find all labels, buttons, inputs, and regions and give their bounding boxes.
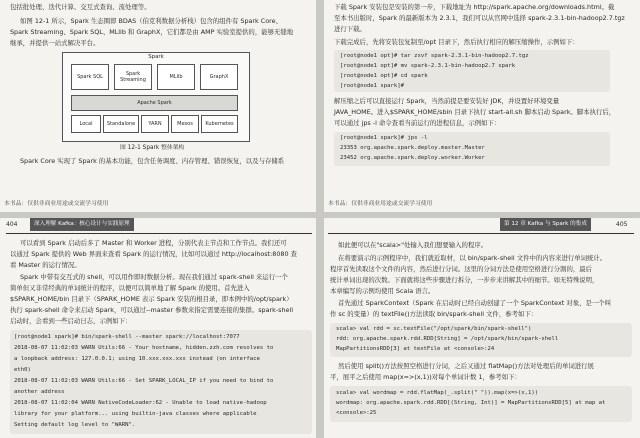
page-bottom-right bbox=[324, 218, 640, 438]
deploy-kubernetes: Kubernetes bbox=[201, 115, 238, 133]
code-block bbox=[10, 330, 312, 434]
code-line: [root@node1 spark]# bbox=[340, 83, 404, 89]
text-line: 执行 spark-shell 命令来启动 Spark，可以通过--master 参数来指定需要连接的集群。spark-shell bbox=[10, 306, 293, 314]
code-line: Setting default log level to "WARN". bbox=[14, 422, 136, 428]
text-line: Spark Streaming、Spark SQL、MLlib 和 GraphX，它们都是由 AMP 实验室提供的，能够无缝地 bbox=[10, 28, 294, 36]
code-line: [root@node1 spark]# bin/spark-shell --master spark://localhost:7077 bbox=[14, 334, 240, 340]
header-rule bbox=[328, 233, 634, 234]
deploy-mesos: Mesos bbox=[171, 115, 199, 133]
page-footer: 本书品：仅供非商业用途或交流学习使用 bbox=[328, 201, 433, 207]
deploy-standalone: Standalone bbox=[103, 115, 139, 133]
text-line: $SPARK_HOME/bin 目录下（SPARK_HOME 表示 Spark 安装的根目录，即本例中的/opt/spark） bbox=[10, 295, 293, 303]
code-line: 2018-08-07 11:02:03 WARN Utils:66 - Set SPARK_LOCAL_IP if you need to bind to bbox=[14, 378, 274, 384]
page-footer: 本书品：仅供非商业用途或交流学习使用 bbox=[4, 201, 109, 207]
text-line: 解压缩之后可以直接运行 Spark，当然前提是要安装好 JDK，并设置好环境变量 bbox=[334, 97, 560, 105]
code-line: scala> val rdd = sc.textFile("/opt/spark/bin/spark-shell") bbox=[336, 326, 532, 332]
header-rule bbox=[6, 233, 312, 234]
running-header: 第 12 章 Kafka 与 Spark 的集成 bbox=[500, 218, 591, 231]
text-line: 首先通过 SparkContext（Spark 在启动时已经自动创建了一个 SparkContext 对象，是一个叫 bbox=[338, 299, 612, 307]
text-line: 至本书出版时，Spark 的最新版本为 2.3.1，我们可以从官网中选择 spark-2.3.1-bin-hadoop2.7.tgz bbox=[334, 14, 625, 22]
text-line: 程序首先读取这个文件的内容，然后进行分词。这里的分词方法是使用空格进行分割的，最后 bbox=[330, 265, 593, 273]
component-graphx: GraphX bbox=[200, 64, 238, 90]
architecture-figure bbox=[62, 52, 250, 142]
code-line: rdd: org.apache.spark.rdd.RDD[String] = /opt/spark/bin/spark-shell bbox=[336, 336, 559, 342]
page-bottom-left bbox=[0, 218, 316, 438]
text-line: 统计单词出现的次数。下面就将这些步骤进行拆分，一步步来讲解其中的细节。如无特殊说明， bbox=[330, 276, 599, 284]
code-line: [root@node1 opt]# cd spark bbox=[340, 73, 428, 79]
component-apache-spark: Apache Spark bbox=[71, 95, 238, 111]
code-line: a loopback address: 127.0.0.1; using 10.xxx.xxx.xxx instead (on interface bbox=[14, 356, 260, 362]
code-line: 2018-08-07 11:02:04 WARN NativeCodeLoader:62 - Unable to load native-hadoop bbox=[14, 400, 267, 406]
code-line: scala> val wordmap = rdd.flatMap(_.split(" ")).map(x=>(x,1)) bbox=[336, 390, 539, 396]
code-line: 23452 org.apache.spark.deploy.worker.Worker bbox=[340, 155, 485, 161]
code-block bbox=[330, 323, 632, 357]
text-line: Spark 中带有交互式的 shell，可以用作即时数据分析。现在我们通过 spark-shell 来运行一个 bbox=[20, 273, 288, 281]
text-line: 以通过 Spark 提供的 Web 界面来查看 Spark 的运行情况，比如可以通过 http://localhost:8080 查 bbox=[10, 250, 297, 258]
text-line: 本章编写的示例均使用 Scala 语言。 bbox=[330, 287, 435, 295]
text-line: 包括批处理、迭代计算、交互式查询、流处理等。 bbox=[10, 3, 151, 11]
code-line: [root@node1 opt]# tar zxvf spark-2.3.1-bin-hadoop2.7.tgz bbox=[340, 53, 529, 59]
code-line: wordmap: org.apache.spark.rdd.RDD[(String, Int)] = MapPartitionsRDD[5] at map at bbox=[336, 400, 606, 406]
text-line: 然后使用 split()方法按照空格进行分词，之后又通过 flatMap()方法对处理后的单词进行展 bbox=[338, 362, 594, 370]
code-line: eth0) bbox=[14, 367, 31, 373]
deploy-local: Local bbox=[71, 115, 101, 133]
code-line: library for your platform... using builtin-java classes where applicable bbox=[14, 411, 257, 417]
text-line: 启动时，会看到一些启动日志，示例如下： bbox=[10, 317, 132, 325]
page-number: 404 bbox=[6, 221, 18, 228]
component-spark-streaming: Spark Streaming bbox=[114, 64, 152, 90]
text-line: 作 sc 的变量）的 textFile()方法读取 bin/spark-shell 文件，参考如下： bbox=[330, 310, 538, 318]
text-line: 下载 Spark 安装包是安装的第一步，下载地址为 http://spark.apache.org/downloads.html。截 bbox=[334, 3, 615, 11]
text-line: 如此便可以在"scala>"处输入我们想要输入的程序。 bbox=[338, 241, 488, 249]
code-line: MapPartitionsRDD[3] at textFile at <console>:24 bbox=[336, 346, 495, 352]
text-line: 继承，并提供一站式解决平台。 bbox=[10, 39, 100, 47]
text-line: 可以通过 jps -l 命令查看当前运行的进程信息，示例如下： bbox=[334, 119, 501, 127]
deploy-yarn: YARN bbox=[141, 115, 169, 133]
figure-caption: 图 12-1 Spark 整体架构 bbox=[120, 145, 185, 151]
code-block bbox=[334, 132, 610, 166]
code-block bbox=[334, 50, 610, 92]
code-line: 2018-08-07 11:02:03 WARN Utils:66 - Your hostname, hidden.zzh.com resolves to bbox=[14, 345, 274, 351]
text-line: 简单但又非常经典的单词统计的程序，以便可以简单地了解 Spark 的使用。首先进入 bbox=[10, 284, 250, 292]
text-line: 可以看到 Spark 启动后多了 Master 和 Worker 进程，分别代表主节点和工作节点。我们还可 bbox=[20, 239, 287, 247]
code-block bbox=[330, 386, 632, 422]
text-line: 进行下载。 bbox=[334, 25, 366, 33]
page-top-left bbox=[0, 0, 316, 212]
text-line: 看 Master 的运行情况。 bbox=[10, 261, 81, 269]
component-spark-sql: Spark SQL bbox=[71, 64, 109, 90]
text-line: Spark Core 实现了 Spark 的基本功能，包含任务调度、内存管理、错误恢复，以及与存储系 bbox=[20, 157, 285, 165]
page-number: 405 bbox=[616, 221, 628, 228]
text-line: 在将要演示的示例程序中，我们就近取材，以 bin/spark-shell 文件中的内容来进行单词统计。 bbox=[338, 254, 607, 262]
code-line: [root@node1 spark]# jps -l bbox=[340, 135, 428, 141]
code-line: 23353 org.apache.spark.deploy.master.Master bbox=[340, 145, 485, 151]
component-mllib: MLlib bbox=[157, 64, 195, 90]
text-line: JAVA_HOME。进入$SPARK_HOME/sbin 目录下执行 start-all.sh 脚本启动 Spark。脚本执行后， bbox=[334, 108, 616, 116]
text-line: 下载完成后，先将安装包复制至/opt 目录下，然后执行相应的解压缩操作，示例如下： bbox=[334, 38, 579, 46]
figure-title: Spark bbox=[148, 54, 164, 60]
text-line: 平，展平之后使用 map(x=>(x,1))对每个单词计数 1，参考如下： bbox=[330, 373, 521, 381]
code-line: [root@node1 opt]# mv spark-2.3.1-bin-hadoop2.7 spark bbox=[340, 63, 516, 69]
running-header: 深入理解 Kafka：核心设计与实践原理 bbox=[30, 218, 134, 231]
code-line: <console>:25 bbox=[336, 410, 377, 416]
text-line: 如图 12-1 所示，Spark 生态圈即 BDAS（伯克利数据分析栈）包含的组件有 Spark Core、 bbox=[20, 17, 282, 25]
code-line: another address bbox=[14, 389, 65, 395]
page-top-right bbox=[324, 0, 640, 212]
